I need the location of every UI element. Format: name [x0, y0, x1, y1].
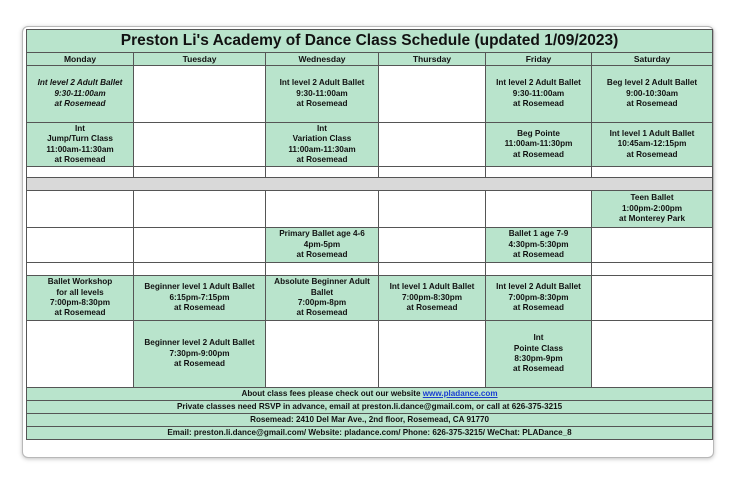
- class-info-line: Beg level 2 Adult Ballet: [606, 78, 698, 88]
- class-cell-monday-morning-1: [27, 66, 134, 123]
- class-cell-wednesday-morning-1: [266, 66, 379, 123]
- class-info-line: Variation Class: [292, 134, 352, 144]
- class-info-line: Ballet Workshop: [47, 277, 113, 287]
- class-cell-saturday-morning-1: [592, 66, 713, 123]
- class-info-line: at Rosemead: [626, 99, 678, 109]
- empty-cell: [592, 263, 713, 276]
- class-info-line: at Rosemead: [406, 303, 458, 313]
- class-info-line: 9:30-11:00am: [512, 88, 565, 98]
- class-cell-saturday-afternoon-1: [592, 191, 713, 228]
- footer-contact: Email: preston.li.dance@gmail.com/ Website: pladance.com/ Phone: 626-375-3215/ WeChat: PLADance_8: [27, 427, 713, 440]
- class-info-line: 7:00pm-8:30pm: [49, 298, 111, 307]
- page-title: Preston Li's Academy of Dance Class Schedule (updated 1/09/2023): [27, 30, 713, 53]
- class-info-line: 9:30-11:00am: [296, 88, 348, 98]
- class-info-line: 4:30pm-5:30pm: [508, 239, 569, 249]
- class-info-line: 7:00pm-8pm: [297, 298, 347, 307]
- class-info-line: 11:00am-11:30pm: [504, 139, 573, 149]
- empty-cell: [266, 263, 379, 276]
- class-cell-friday-morning-1: [486, 66, 592, 123]
- class-cell-friday-morning-2: [486, 123, 592, 167]
- section-divider: [27, 178, 713, 191]
- footer-address: Rosemead: 2410 Del Mar Ave., 2nd floor, Rosemead, CA 91770: [27, 414, 713, 427]
- empty-cell: [379, 263, 486, 276]
- class-info-line: Beg Pointe: [517, 128, 560, 138]
- empty-cell: [27, 191, 134, 228]
- class-cell-wednesday-evening: [266, 276, 379, 321]
- class-info-line: at Monterey Park: [619, 214, 686, 224]
- empty-cell: [379, 321, 486, 388]
- class-info-line: Int level 2 Adult Ballet: [496, 282, 581, 292]
- empty-cell: [27, 263, 134, 276]
- class-info-line: Teen Ballet: [630, 193, 674, 203]
- class-info-line: Int level 2 Adult Ballet: [496, 78, 581, 88]
- empty-cell: [592, 228, 713, 263]
- day-header-thursday: Thursday: [379, 53, 486, 66]
- class-info-line: Int level 1 Adult Ballet: [389, 282, 475, 292]
- class-info-line: at Rosemead: [296, 99, 348, 109]
- class-info-line: Beginner level 2 Adult Ballet: [144, 338, 255, 348]
- class-info-line: 8:30pm-9pm: [514, 354, 563, 363]
- empty-cell: [379, 228, 486, 263]
- class-info-line: at Rosemead: [513, 250, 564, 260]
- empty-cell: [379, 191, 486, 228]
- empty-cell: [134, 191, 266, 228]
- class-info-line: Beginner level 1 Adult Ballet: [144, 282, 255, 292]
- schedule-table: [26, 29, 713, 440]
- day-header-saturday: Saturday: [592, 53, 713, 66]
- class-info-line: at Rosemead: [626, 149, 678, 159]
- class-info-line: Int: [316, 123, 327, 133]
- empty-cell: [379, 66, 486, 123]
- empty-cell: [266, 167, 379, 178]
- class-cell-tuesday-evening-1: [134, 276, 266, 321]
- footer-fees: [27, 388, 713, 401]
- day-header-wednesday: Wednesday: [266, 53, 379, 66]
- empty-cell: [486, 167, 592, 178]
- class-info-line: Ballet 1 age 7-9: [508, 229, 569, 239]
- class-info-line: 9:00-10:30am: [626, 88, 678, 98]
- empty-cell: [134, 167, 266, 178]
- footer-private-classes: Private classes need RSVP in advance, email at preston.li.dance@gmail.com, or call at 626-375-3215: [27, 401, 713, 414]
- class-info-line: 7:30pm-9:00pm: [169, 348, 230, 358]
- empty-cell: [486, 263, 592, 276]
- class-info-line: at Rosemead: [513, 99, 564, 109]
- day-header-friday: Friday: [486, 53, 592, 66]
- empty-cell: [592, 167, 713, 178]
- class-cell-tuesday-evening-2: [134, 321, 266, 388]
- class-info-line: Int: [74, 123, 85, 133]
- class-cell-friday-evening-2: [486, 321, 592, 388]
- class-info-line: Pointe Class: [513, 343, 564, 353]
- empty-cell: [27, 321, 134, 388]
- class-cell-wednesday-afternoon: [266, 228, 379, 263]
- class-info-line: for all levels: [56, 287, 104, 297]
- class-info-line: at Rosemead: [54, 308, 106, 318]
- class-info-line: Jump/Turn Class: [47, 134, 113, 144]
- class-info-line: Int level 1 Adult Ballet: [609, 128, 695, 138]
- class-info-line: Primary Ballet age 4-6: [279, 229, 365, 239]
- class-info-line: 6:15pm-7:15pm: [169, 292, 230, 302]
- class-info-line: 10:45am-12:15pm: [617, 139, 687, 149]
- class-info-line: at Rosemead: [54, 154, 106, 164]
- empty-cell: [134, 123, 266, 167]
- class-info-line: at Rosemead: [296, 308, 348, 318]
- website-link[interactable]: www.pladance.com: [422, 389, 498, 398]
- day-header-monday: Monday: [27, 53, 134, 66]
- class-info-line: at Rosemead: [296, 154, 348, 164]
- class-cell-thursday-evening: [379, 276, 486, 321]
- empty-cell: [27, 167, 134, 178]
- empty-cell: [266, 321, 379, 388]
- class-cell-wednesday-morning-2: [266, 123, 379, 167]
- empty-cell: [27, 228, 134, 263]
- class-cell-saturday-morning-2: [592, 123, 713, 167]
- class-info-line: 7:00pm-8:30pm: [508, 292, 569, 302]
- class-cell-monday-morning-2: [27, 123, 134, 167]
- empty-cell: [266, 191, 379, 228]
- empty-cell: [134, 228, 266, 263]
- class-info-line: at Rosemead: [174, 359, 225, 369]
- class-info-line: Ballet: [310, 287, 334, 297]
- footer-fees-text: About class fees please check out our website: [241, 389, 423, 398]
- class-info-line: Absolute Beginner Adult: [274, 277, 370, 287]
- empty-cell: [592, 276, 713, 321]
- class-cell-monday-evening: [27, 276, 134, 321]
- class-info-line: at Rosemead: [513, 149, 564, 159]
- class-info-line: at Rosemead: [174, 303, 225, 313]
- class-info-line: 7:00pm-8:30pm: [401, 292, 463, 302]
- day-header-tuesday: Tuesday: [134, 53, 266, 66]
- class-info-line: 4pm-5pm: [303, 239, 341, 249]
- class-cell-friday-afternoon: [486, 228, 592, 263]
- empty-cell: [486, 191, 592, 228]
- class-info-line: 11:00am-11:30am: [288, 144, 356, 154]
- empty-cell: [134, 66, 266, 123]
- empty-cell: [592, 321, 713, 388]
- class-info-line: Int level 2 Adult Ballet: [37, 78, 123, 88]
- empty-cell: [379, 167, 486, 178]
- empty-cell: [134, 263, 266, 276]
- class-info-line: 11:00am-11:30am: [46, 144, 114, 154]
- class-info-line: 1:00pm-2:00pm: [622, 203, 683, 213]
- class-info-line: Int level 2 Adult Ballet: [279, 78, 365, 88]
- class-info-line: at Rosemead: [513, 364, 564, 374]
- class-info-line: Int: [533, 333, 544, 343]
- class-info-line: at Rosemead: [513, 303, 564, 313]
- class-info-line: at Rosemead: [54, 99, 106, 109]
- class-cell-friday-evening-1: [486, 276, 592, 321]
- empty-cell: [379, 123, 486, 167]
- class-info-line: at Rosemead: [296, 250, 348, 260]
- class-info-line: 9:30-11:00am: [54, 88, 106, 98]
